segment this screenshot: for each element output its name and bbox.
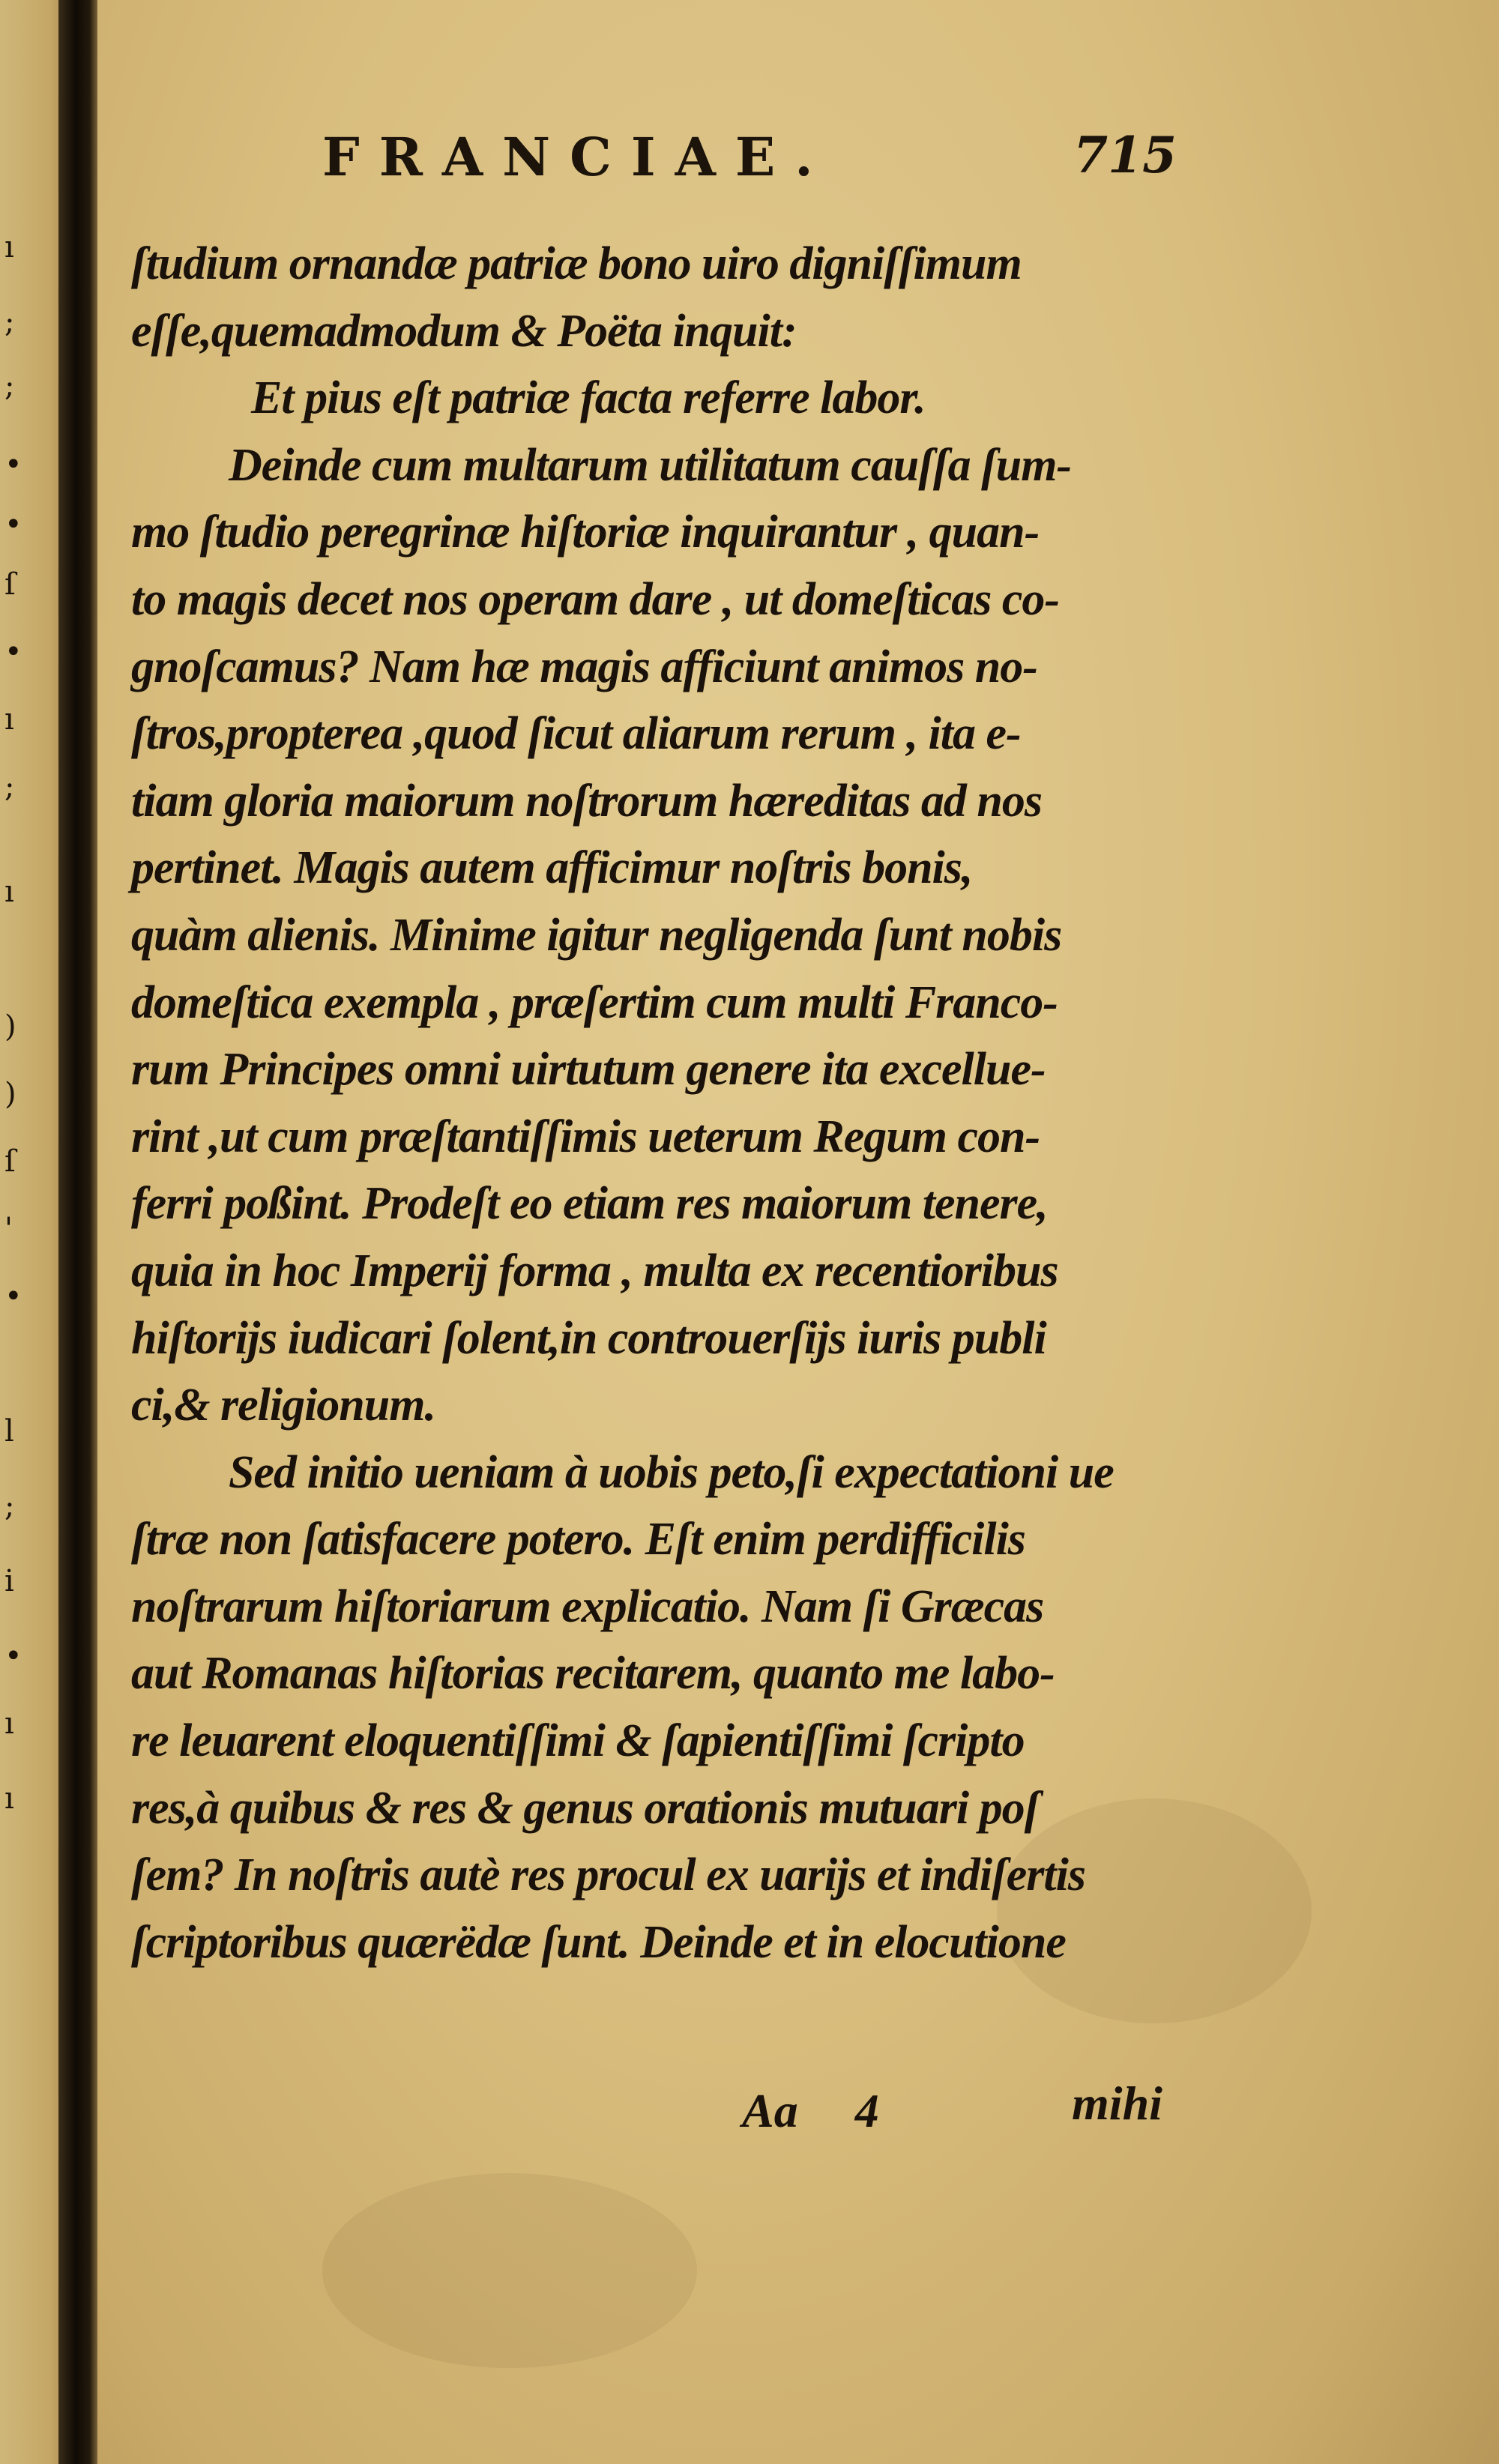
- text-line: ci,& religionum.: [131, 1380, 435, 1431]
- text-line: re leuarent eloquentiſſimi & ſapientiſſimi ſcripto: [131, 1715, 1025, 1767]
- text-line: aut Romanas hiſtorias recitarem, quanto me labo-: [131, 1648, 1055, 1700]
- book-gutter: [58, 0, 97, 2464]
- text-line: eſſe,quemadmodum & Poëta inquit:: [131, 305, 797, 357]
- text-line: mo ſtudio peregrinæ hiſtoriæ inquirantur , quan-: [131, 507, 1040, 558]
- signature-mark: Aa 4: [742, 2084, 879, 2137]
- text-line: Deinde cum multarum utilitatum cauſſa ſum-: [229, 439, 1072, 491]
- text-line: ſem? In noſtris autè res procul ex uarijs et indiſertis: [131, 1849, 1085, 1901]
- page-number: 715: [1073, 126, 1177, 184]
- verse-quotation: Et pius eſt patriæ facta referre labor.: [251, 372, 926, 424]
- catchword: mihi: [1072, 2077, 1162, 2130]
- text-line: Sed initio ueniam à uobis peto,ſi expectationi ue: [229, 1446, 1114, 1498]
- text-line: to magis decet nos operam dare , ut domeſticas co-: [131, 573, 1060, 625]
- body-text: [131, 231, 1180, 1976]
- text-line: ſtræ non ſatisfacere potero. Eſt enim perdifficilis: [131, 1514, 1025, 1565]
- text-line: domeſtica exempla , præſertim cum multi Franco-: [131, 976, 1058, 1028]
- text-line: res,à quibus & res & genus orationis mutuari poſ: [131, 1782, 1040, 1834]
- text-line: gnoſcamus? Nam hæ magis afficiunt animos no-: [131, 641, 1037, 692]
- text-line: ſcriptoribus quærëdæ ſunt. Deinde et in elocutione: [131, 1916, 1066, 1968]
- facing-page-letter-fragments: ı ; ; • • ſ • ı ; ı ) ) ſ ' • l ; i • ı ı: [4, 230, 22, 1816]
- text-line: quàm alienis. Minime igitur negligenda ſunt nobis: [131, 909, 1062, 961]
- text-line: tiam gloria maiorum noſtrorum hæreditas ad nos: [131, 775, 1042, 827]
- text-line: pertinet. Magis autem afficimur noſtris bonis,: [131, 842, 973, 894]
- text-line: ferri poßint. Prodeſt eo etiam res maiorum tenere,: [131, 1178, 1048, 1230]
- text-line: quia in hoc Imperij forma , multa ex recentioribus: [131, 1245, 1058, 1296]
- text-line: rum Principes omni uirtutum genere ita excellue-: [131, 1044, 1046, 1096]
- running-title: FRANCIAE.: [322, 126, 833, 188]
- text-line: ſtros,propterea ,quod ſicut aliarum rerum , ita e-: [131, 708, 1021, 760]
- text-line: noſtrarum hiſtoriarum explicatio. Nam ſi Græcas: [131, 1580, 1044, 1632]
- text-line: ſtudium ornandæ patriæ bono uiro digniſſimum: [131, 238, 1022, 289]
- text-line: hiſtorijs iudicari ſolent,in controuerſijs iuris publi: [131, 1312, 1046, 1364]
- text-line: rint ,ut cum præſtantiſſimis ueterum Regum con-: [131, 1111, 1040, 1162]
- paper-stain: [322, 2173, 697, 2368]
